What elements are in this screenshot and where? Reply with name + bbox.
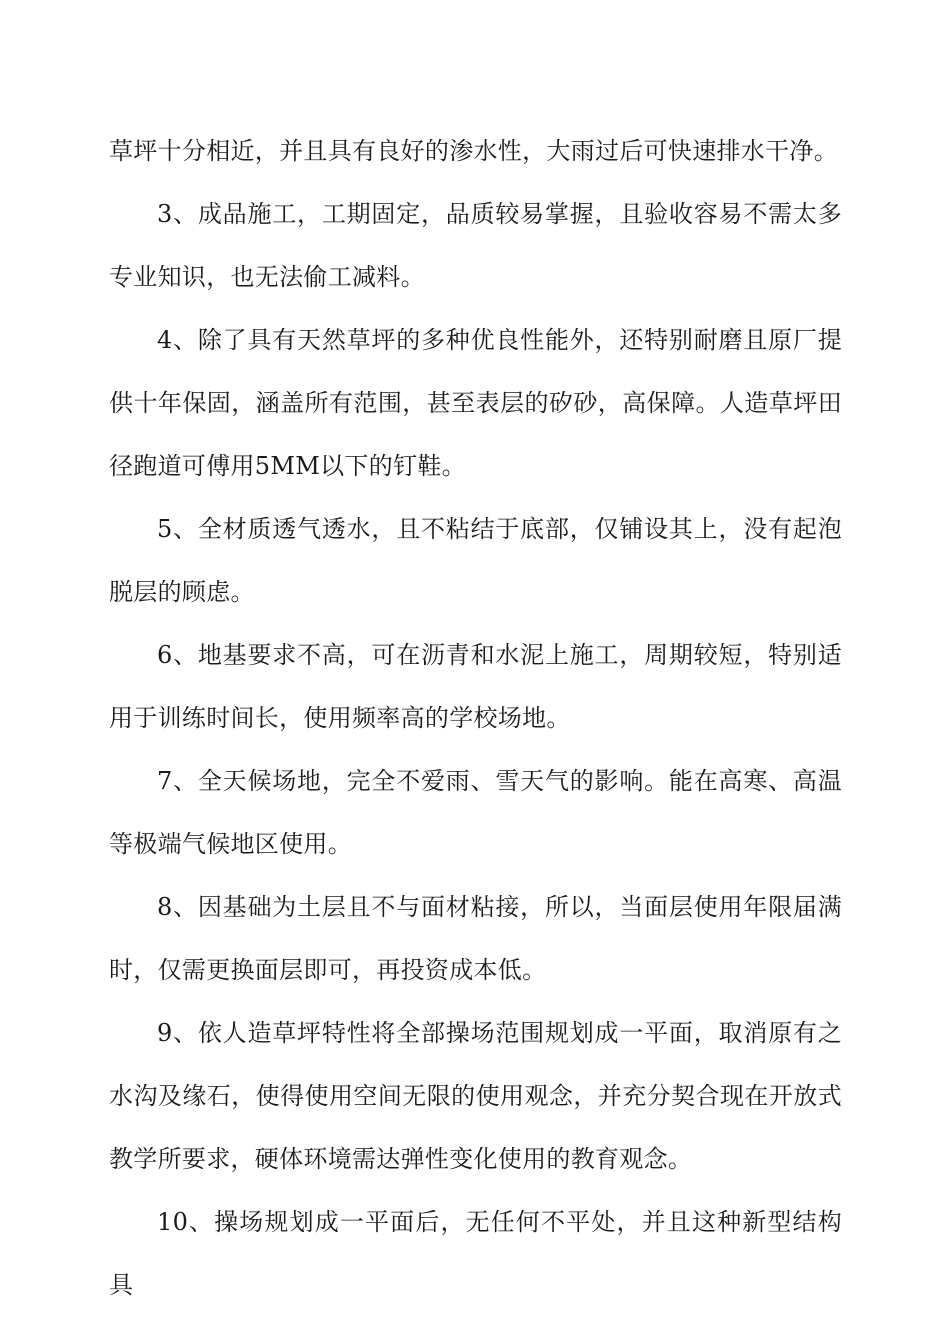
paragraph-item-3: 3、成品施工，工期固定，品质较易掌握，且验收容易不需太多专业知识，也无法偷工减料。	[109, 200, 842, 291]
paragraph-item-8: 8、因基础为土层且不与面材粘接，所以，当面层使用年限届满时，仅需更换面层即可，再投资成本低。	[109, 893, 842, 984]
paragraph-item-4: 4、除了具有天然草坪的多种优良性能外，还特别耐磨且原厂提供十年保固，涵盖所有范围，甚至表层的矽砂，高保障。人造草坪田径跑道可傅用5MM以下的钉鞋。	[109, 326, 842, 480]
paragraph-continuation: 草坪十分相近，并且具有良好的渗水性，大雨过后可快速排水干净。	[109, 137, 838, 165]
paragraph-item-9: 9、依人造草坪特性将全部操场范围规划成一平面，取消原有之水沟及缘石，使得使用空间无限的使用观念，并充分契合现在开放式教学所要求，硬体环境需达弹性变化使用的教育观念。	[109, 1019, 842, 1173]
paragraph-item-5: 5、全材质透气透水，且不粘结于底部，仅铺设其上，没有起泡脱层的顾虑。	[109, 515, 842, 606]
paragraph-item-6: 6、地基要求不高，可在沥青和水泥上施工，周期较短，特别适用于训练时间长，使用频率高的学校场地。	[109, 641, 842, 732]
paragraph-item-7: 7、全天候场地，完全不爱雨、雪天气的影响。能在高寒、高温等极端气候地区使用。	[109, 767, 842, 858]
paragraph-item-10: 10、操场规划成一平面后，无任何不平处，并且这种新型结构具	[109, 1208, 842, 1299]
